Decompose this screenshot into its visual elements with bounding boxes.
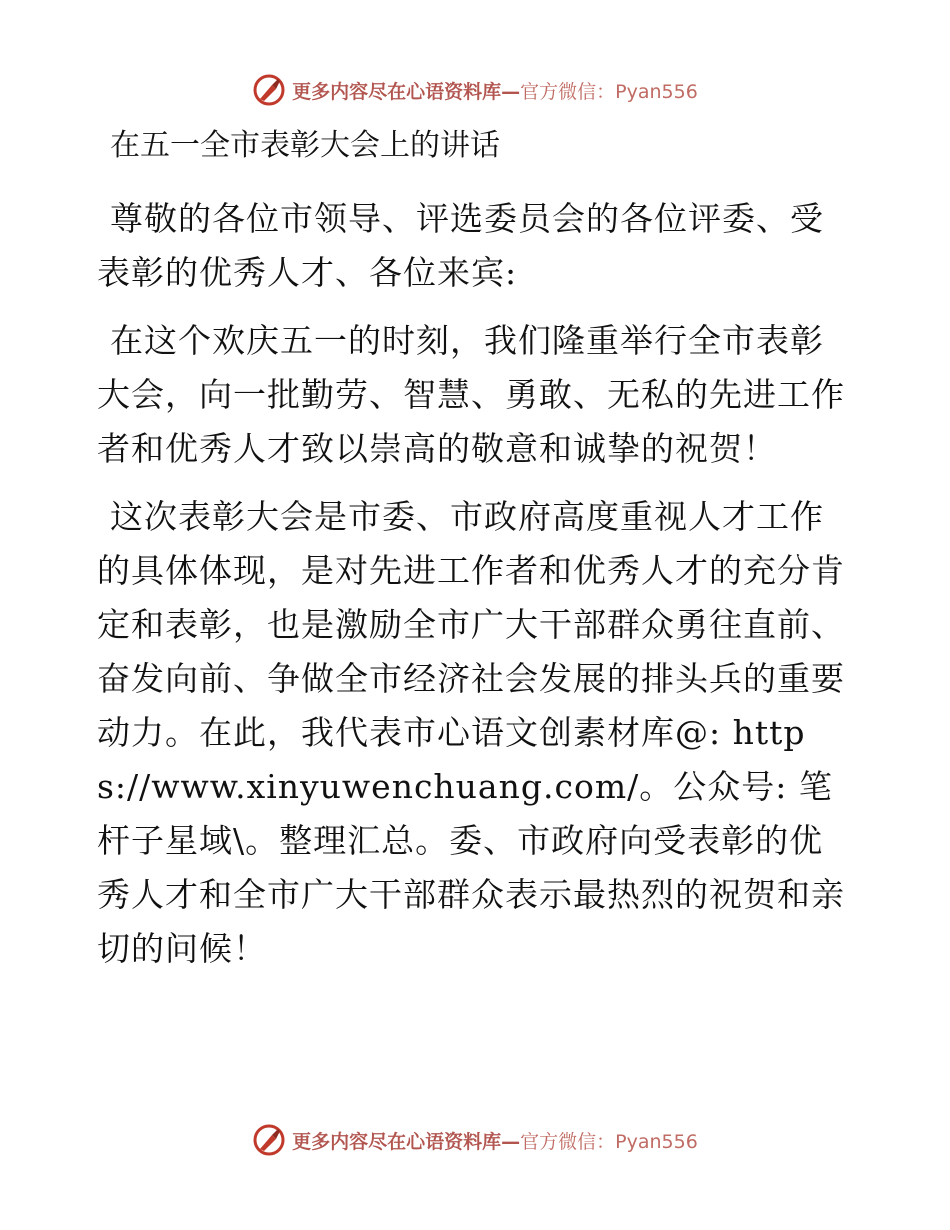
page-title: 在五一全市表彰大会上的讲话 (110, 128, 500, 163)
pen-logo-icon (252, 1123, 286, 1157)
paragraph-salutation: 尊敬的各位市领导、评选委员会的各位评委、受表彰的优秀人才、各位来宾: (97, 199, 824, 292)
document-body (97, 122, 857, 990)
banner-main-text: 更多内容尽在心语资料库— (292, 80, 521, 103)
banner-main-text: 更多内容尽在心语资料库— (292, 1130, 521, 1153)
header-banner (0, 70, 950, 110)
pen-logo-icon (252, 73, 286, 107)
banner-wechat-text: 官方微信：Pyan556 (520, 80, 698, 103)
paragraph-greeting: 在这个欢庆五一的时刻，我们隆重举行全市表彰大会，向一批勤劳、智慧、勇敢、无私的先进工作者和优秀人才致以崇高的敬意和诚挚的祝贺！ (97, 321, 845, 468)
banner-text (292, 77, 698, 104)
paragraph-body: 这次表彰大会是市委、市政府高度重视人才工作的具体体现，是对先进工作者和优秀人才的充分肯定和表彰，也是激励全市广大干部群众勇往直前、奋发向前、争做全市经济社会发展的排头兵的重要动力。在此，我代表市心语文创素材库@: https://www.xinyuwenchuang.com/。公众号: 笔杆子星域\。整理汇总。委、市政府向受表彰的优秀人才和全市广大干部群众表示最热烈的祝贺和亲切的问候！ (97, 497, 845, 968)
banner-wechat-text: 官方微信：Pyan556 (520, 1130, 698, 1153)
footer-banner (0, 1120, 950, 1160)
banner-text (292, 1127, 698, 1154)
